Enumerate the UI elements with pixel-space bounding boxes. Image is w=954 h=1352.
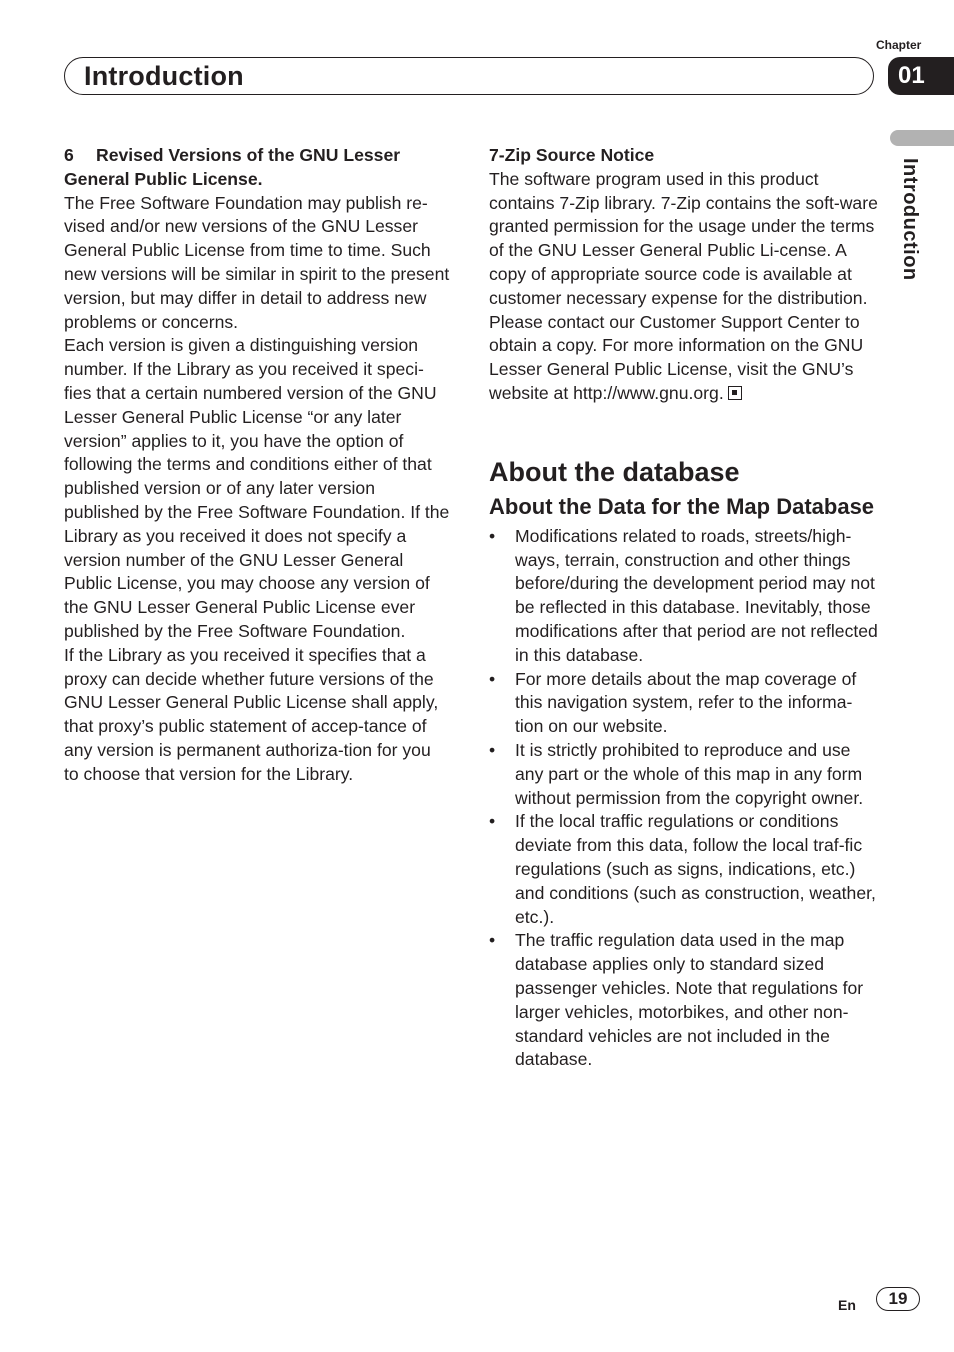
section-number: 6 [64, 145, 74, 165]
list-item-text: The traffic regulation data used in the map database applies only to standard sized passenger vehicles. Note that regulations for larger vehicles, motorbikes, and other non-standard vehicles are not included in the database. [515, 930, 864, 1070]
page-number: 19 [876, 1287, 920, 1311]
language-label: En [838, 1297, 856, 1313]
list-item-text: For more details about the map coverage of this navigation system, refer to the informa-tion on our website. [515, 668, 857, 737]
list-item [489, 739, 879, 810]
list-item [489, 810, 879, 929]
paragraph-text: Please contact our Customer Support Center to obtain a copy. For more information on the GNU Lesser General Public License, visit the GNU’s website at http://www.gnu.org. [489, 311, 864, 403]
right-column [489, 144, 879, 1072]
chapter-label: Chapter [876, 38, 922, 52]
paragraph: Each version is given a distinguishing version number. If the Library as you received it speci-fies that a certain numbered version of the GNU Lesser General Public License “or any later version” applies to it, you have the option of following the terms and conditions either of that published version or of any later version published by the Free Software Foundation. If the Library as you received it does not specify a version number of the GNU Lesser General Public License, you may choose any version of the GNU Lesser General Public License ever published by the Free Software Foundation. [64, 335, 450, 641]
list-item-text: If the local traffic regulations or conditions deviate from this data, follow the local traf-fic regulations (such as signs, indications, etc.) and conditions (such as construction, weather, etc.). [515, 811, 876, 927]
section-heading [64, 144, 450, 192]
paragraph: The Free Software Foundation may publish re-vised and/or new versions of the GNU Lesser General Public License from time to time. Such new versions will be similar in spirit to the present version, but may differ in detail to address new problems or concerns. [64, 192, 450, 332]
list-item-text: Modifications related to roads, streets/high-ways, terrain, construction and other things before/during the development period may not be reflected in this database. Inevitably, those modifications after that period are not reflected in this database. [515, 525, 878, 665]
left-column [64, 144, 450, 787]
side-tab-marker [890, 130, 954, 146]
map-data-subheading: About the Data for the Map Database [489, 493, 875, 519]
bullet-icon: • [489, 525, 496, 546]
chapter-number-badge: 01 [888, 57, 954, 95]
list-item-text: It is strictly prohibited to reproduce and use any part or the whole of this map in any form without permission from the copyright owner. [515, 739, 864, 808]
list-item [489, 668, 879, 739]
list-item [489, 525, 879, 668]
bullet-icon: • [489, 930, 496, 951]
database-heading: About the database [489, 456, 740, 487]
paragraph [489, 311, 879, 406]
side-tab-label: Introduction [899, 158, 921, 281]
end-of-section-icon [728, 386, 742, 400]
list-item [489, 929, 879, 1072]
paragraph: The software program used in this product contains 7-Zip library. 7-Zip contains the soft-ware granted permission for the usage under the terms of the GNU Lesser General Public Li-cense. A copy of appropriate source code is available at customer necessary expense for the distribution. [489, 168, 878, 308]
zip-notice-heading: 7-Zip Source Notice [489, 145, 655, 165]
paragraph: If the Library as you received it specifies that a proxy can decide whether future versions of the GNU Lesser General Public License shall apply, that proxy’s public statement of accep-tance of any version is permanent authoriza-tion for you to choose that version for the Library. [64, 644, 439, 784]
bullet-list [489, 525, 879, 1072]
section-title: Revised Versions of the GNU Lesser General Public License. [64, 145, 401, 189]
bullet-icon: • [489, 668, 496, 689]
page-title: Introduction [84, 61, 244, 91]
bullet-icon: • [489, 739, 496, 760]
bullet-icon: • [489, 811, 496, 832]
